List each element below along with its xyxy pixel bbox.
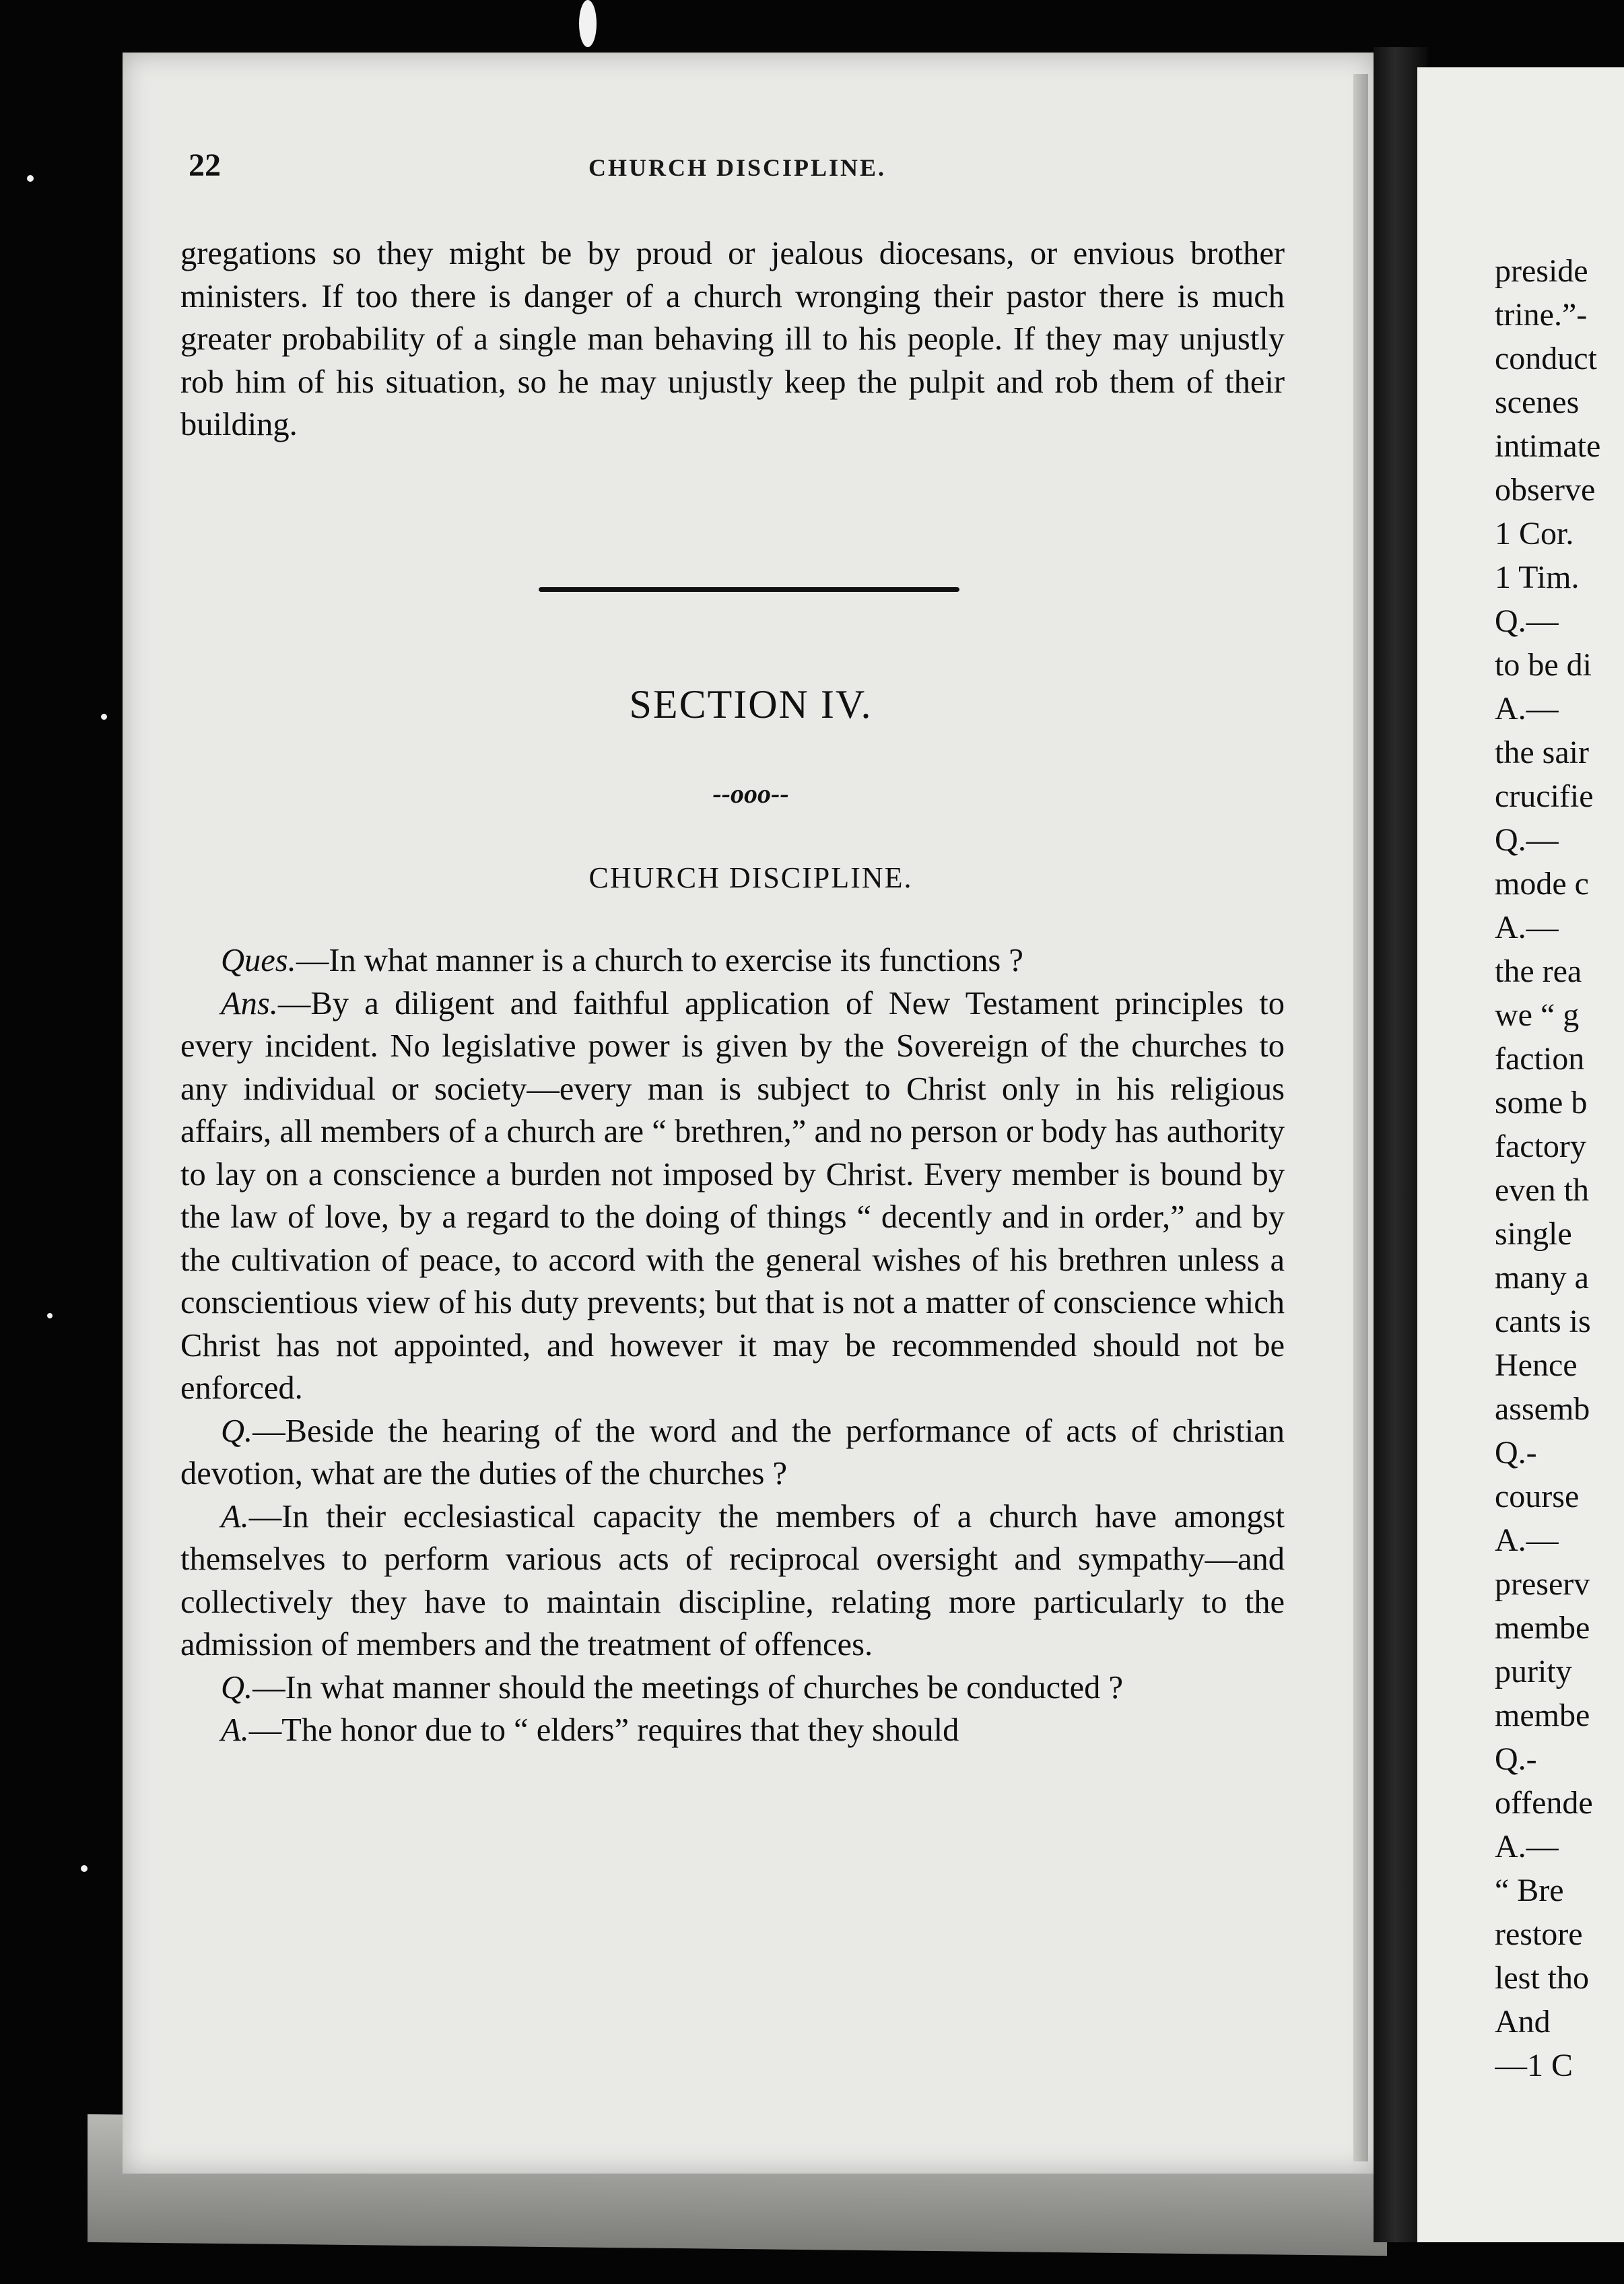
facing-page-line: Q.- [1495, 1741, 1537, 1777]
qa-text: —In their ecclesiastical capacity the members of a church have amongst themselves to perform various acts of reciprocal oversight and sympathy—and collectively they have to maintain discipline, relating more particularly to the admission of members and the treatment of offences. [180, 1498, 1285, 1662]
facing-page-line: some b [1495, 1085, 1588, 1120]
facing-page-line: factory [1495, 1129, 1586, 1164]
facing-page-line: Q.— [1495, 603, 1559, 639]
facing-page-line: the sair [1495, 735, 1589, 770]
left-page-edge [1353, 74, 1368, 2161]
facing-page-line: lest tho [1495, 1960, 1589, 1996]
scan-dust [579, 0, 597, 47]
facing-page-line: intimate [1495, 428, 1601, 464]
qa-label: Q. [221, 1413, 253, 1449]
running-head: CHURCH DISCIPLINE. [588, 154, 887, 181]
qa-text: —In what manner is a church to exercise its functions ? [296, 943, 1023, 978]
facing-page-line: 1 Cor. [1495, 516, 1574, 551]
opening-paragraph: gregations so they might be by proud or jealous diocesans, or envious brother ministers. If too there is danger of a church wronging their pastor there is much greater probability of a single man behaving ill to his people. If they may unjustly rob him of his situation, so he may unjustly keep the pulpit and rob them of their building. [180, 236, 1285, 442]
facing-page-line: membe [1495, 1698, 1590, 1733]
facing-page-line: single [1495, 1216, 1572, 1252]
qa-paragraph [180, 1410, 1285, 1496]
facing-page-line: even th [1495, 1172, 1589, 1208]
scan-dust [101, 714, 107, 720]
question-answer-block [180, 939, 1285, 1752]
facing-page-line: restore [1495, 1916, 1583, 1952]
qa-text: —By a diligent and faithful application of New Testament principles to every incident. No legislative power is given by the Sovereign of the churches to any individual or society—every man is subject to Christ only in his religious affairs, all members of a church are “ brethren,” and no person or body has authority to lay on a conscience a burden not imposed by Christ. Every member is bound by the law of love, by a regard to the doing of things “ decently and in order,” and by the cultivation of peace, to accord with the general wishes of his brethren unless a conscientious view of his duty prevents; but that is not a matter of conscience which Christ has not appointed, and however it may be recommended should not be enforced. [180, 985, 1285, 1406]
scan-dust [47, 1313, 53, 1318]
facing-page-line: membe [1495, 1610, 1590, 1646]
facing-page-line: “ Bre [1495, 1873, 1564, 1908]
qa-text: —The honor due to “ elders” requires that they should [248, 1712, 959, 1748]
qa-label: Ques. [221, 943, 296, 978]
facing-page-line: to be di [1495, 647, 1592, 683]
page-header [182, 147, 1293, 187]
qa-text: —In what manner should the meetings of churches be conducted ? [252, 1669, 1124, 1706]
facing-page-line: A.— [1495, 691, 1559, 727]
facing-page-line: A.— [1495, 1829, 1559, 1865]
facing-page-line: observe [1495, 472, 1596, 508]
facing-page-line: conduct [1495, 341, 1597, 376]
section-subtitle: CHURCH DISCIPLINE. [588, 861, 913, 894]
page-number: 22 [189, 147, 221, 183]
facing-page-line: mode c [1495, 866, 1589, 902]
qa-paragraph [180, 982, 1285, 1410]
facing-page-line: preserv [1495, 1566, 1590, 1602]
facing-page-line: assemb [1495, 1391, 1590, 1427]
facing-page-line: preside [1495, 253, 1588, 289]
qa-paragraph [180, 1709, 1285, 1752]
scan-dust [81, 1865, 88, 1872]
qa-paragraph [180, 1496, 1285, 1667]
facing-page-line: cants is [1495, 1304, 1591, 1339]
facing-page-text [1495, 249, 1624, 2087]
facing-page-line: Hence [1495, 1347, 1578, 1383]
facing-page-line: A.— [1495, 1522, 1559, 1558]
facing-page-line: —1 C [1495, 2048, 1574, 2083]
facing-page-line: 1 Tim. [1495, 560, 1580, 595]
section-divider-rule [539, 587, 959, 592]
qa-label: Ans. [221, 985, 278, 1021]
qa-label: Q. [221, 1669, 253, 1706]
qa-label: A. [221, 1498, 249, 1535]
facing-page-line: scenes [1495, 384, 1580, 420]
facing-page-line: the rea [1495, 953, 1582, 989]
facing-page-line: offende [1495, 1785, 1593, 1821]
qa-label: A. [221, 1712, 249, 1748]
facing-page-line: we “ g [1495, 997, 1580, 1033]
scan-dust [27, 175, 34, 182]
facing-page-line: faction [1495, 1041, 1585, 1077]
facing-page-line: Q.- [1495, 1435, 1537, 1471]
facing-page-line: many a [1495, 1260, 1589, 1296]
facing-page-line: trine.”- [1495, 297, 1588, 333]
qa-text: —Beside the hearing of the word and the performance of acts of christian devotion, what are the duties of the churches ? [180, 1413, 1285, 1491]
qa-paragraph [180, 939, 1285, 982]
facing-page-line: Q.— [1495, 822, 1559, 858]
qa-paragraph [180, 1667, 1285, 1710]
facing-page-line: crucifie [1495, 778, 1594, 814]
section-ornament: --ooo-- [712, 778, 789, 809]
facing-page-line: purity [1495, 1654, 1572, 1689]
facing-page-line: course [1495, 1479, 1580, 1514]
facing-page-line: A.— [1495, 910, 1559, 945]
opening-paragraph-block [180, 232, 1285, 446]
section-title: SECTION IV. [629, 682, 873, 727]
facing-page-line: And [1495, 2004, 1551, 2040]
